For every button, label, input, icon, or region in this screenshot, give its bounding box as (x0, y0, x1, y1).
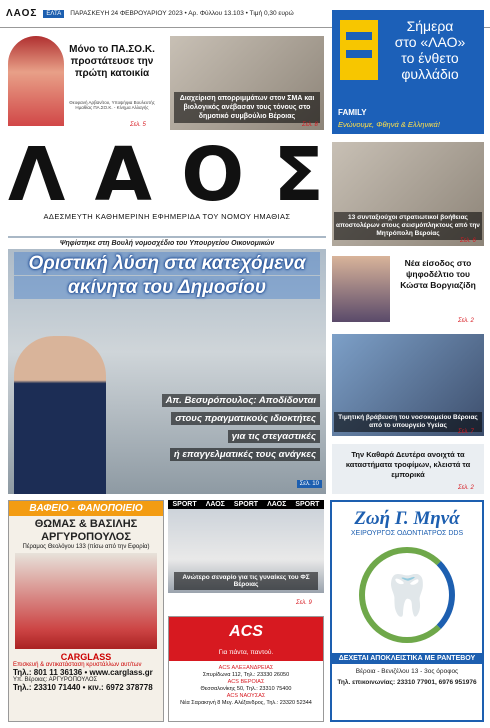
ad-phone-1: Τηλ.: 801 11 36136 • www.carglass.gr (13, 668, 153, 677)
bodyshop-ad[interactable] (8, 500, 164, 722)
main-subhead-1: Απ. Βεσυρόπουλος: Αποδίδονται (162, 394, 320, 407)
story-shops-open[interactable] (332, 444, 484, 494)
carglass-logo: CARGLASS (60, 652, 112, 662)
dentist-ad[interactable] (330, 500, 484, 722)
page-ref: Σελ. 2 (458, 485, 474, 491)
page-ref: Σελ. 2 (458, 318, 474, 324)
ad-title: ΒΑΦΕΙΟ - ΦΑΝΟΠΟΙΕΙΟ (9, 501, 163, 516)
family-slogan: Ενώνουμε, Φθηνά & Ελληνικά! (338, 120, 440, 129)
ad-phone-2: Τηλ.: 23310 71440 • κιν.: 6972 378778 (13, 683, 153, 692)
dentist-title: ΧΕΙΡΟΥΡΓΟΣ ΟΔΟΝΤΙΑΤΡΟΣ DDS (350, 530, 464, 537)
story-byline: Θεοφανή Αρβανίτου, Υποψήφια Βουλευτής Ημαθίας ΠΑ.ΣΟ.Κ. - Κίνημα Αλλαγής (69, 100, 155, 110)
story-title: Νέα είσοδος στο ψηφοδέλτιο του Κώστα Βοργιαζίδη (400, 258, 476, 290)
page-ref: Σελ. 10 (297, 480, 322, 488)
masthead-logo: Λ Α Ο Σ (8, 132, 326, 218)
family-logo-icon (340, 20, 378, 80)
story-earthquake-aid[interactable] (332, 142, 484, 246)
acs-logo: ACS (229, 623, 263, 640)
dentist-address: Βέροια - Βενιζέλου 13 - 3ος όροφος (355, 668, 459, 675)
main-subhead-2: στους πραγματικούς ιδιοκτήτες (171, 412, 320, 425)
story-pasok[interactable] (8, 36, 158, 130)
appointments-note: ΔΕΧΕΤΑΙ ΑΠΟΚΛΕΙΣΤΙΚΑ ΜΕ ΡΑΝΤΕΒΟΥ (332, 653, 482, 664)
page-ref: Σελ. 5 (130, 122, 146, 128)
acs-slogan: Για πάντα, παντού. (218, 649, 274, 656)
main-subhead-4: ή επαγγελματικές τους ανάγκες (170, 448, 320, 461)
page-ref: Σελ. 7 (458, 429, 474, 435)
story-hospital-award[interactable] (332, 334, 484, 436)
ad-rep: Υπ. Βέροιας: ΑΡΓΥΡΟΠΟΥΛΟΣ (13, 677, 98, 683)
postal-badge: ΕΛΤΑ (43, 10, 64, 18)
ad-address: Πέραμος Θεολόγου 133 (πίσω από την Εφορία) (22, 544, 150, 550)
main-subhead-3: για τις στεγαστικές (228, 430, 320, 443)
story-title: Τιμητική βράβευση του νοσοκομείου Βέροιας από το υπουργείο Υγείας (334, 412, 482, 432)
minister-photo (14, 336, 106, 494)
car-painting-photo (15, 553, 157, 649)
dentist-phones: Τηλ. επικοινωνίας: 23310 77901, 6976 951976 (337, 679, 477, 686)
ad-service: Επισκευή & αντικατάσταση κρυστάλλων αυτ/των (13, 662, 142, 668)
sport-banner: SPORT ΛΑΟΣ SPORT ΛΑΟΣ SPORT (168, 500, 324, 509)
story-title: Την Καθαρά Δευτέρα ανοιχτά τα καταστήματα τροφίμων, κλειστά τα εμπορικά (345, 450, 471, 479)
main-story[interactable] (8, 236, 326, 494)
ad-headline: Σήμερα στο «ΛΑΟ» το ένθετο φυλλάδιο (394, 18, 466, 82)
acs-courier-ad[interactable] (168, 616, 324, 722)
sport-section[interactable] (168, 500, 324, 610)
page-ref: Σελ. 9 (296, 600, 312, 606)
insert-leaflet-ad[interactable] (332, 10, 484, 134)
acs-banner (169, 617, 323, 661)
story-title: 13 συνταξιούχοι στρατιωτικοί βοήθειας αποστολέρων στους σεισμόπληκτους από την Μητρόπολη Βεροίας (334, 212, 482, 240)
story-title: Διαχείριση απορριμμάτων στον ΣΜΑ και βιολογικός ανέβασαν τους τόνους στο δημοτικό συμβούλιο Βέροιας (174, 92, 320, 123)
sport-caption: Ανώτερο σεναρίο για τις γυναίκες του ΦΣ Βέροιας (174, 572, 318, 590)
page-ref: Σελ. 8 (302, 122, 318, 128)
main-headline: Οριστική λύση στα κατεχόμενα ακίνητα του Δημοσίου (14, 252, 320, 300)
family-brand: FAMILY (338, 108, 367, 117)
candidate-photo (332, 256, 390, 322)
story-waste-management[interactable] (170, 36, 324, 130)
ad-owners: ΘΩΜΑΣ & ΒΑΣΙΛΗΣ ΑΡΓΥΡΟΠΟΥΛΟΣ (34, 518, 138, 543)
mini-logo: ΛΑΟΣ (6, 8, 38, 19)
tooth-icon: 🦷 (359, 547, 455, 643)
masthead-tagline: ΑΔΕΣΜΕΥΤΗ ΚΑΘΗΜΕΡΙΝΗ ΕΦΗΜΕΡΙΔΑ ΤΟΥ ΝΟΜΟΥ ΗΜΑΘΙΑΣ (43, 212, 291, 221)
dentist-name: Ζωή Γ. Μηνά (354, 508, 460, 529)
acs-branches: ACS ΑΛΕΞΑΝΔΡΕΙΑΣ Σπυρίδωνα 112, Τηλ.: 23330 26050 ACS ΒΕΡΟΙΑΣ Θεσσαλονίκης 50, Τηλ.: 23310 75400 ACS ΝΑΟΥΣΑΣ Νέα Σαρακηνή 8 Μεγ. Αλέξανδρος, Τηλ.: 23320 52344 (180, 665, 312, 706)
main-kicker: Ψηφίστηκε στη Βουλή νομοσχέδιο του Υπουργείου Οικονομικών (8, 238, 326, 249)
portrait-photo (8, 36, 64, 126)
dateline: ΠΑΡΑΣΚΕΥΗ 24 ΦΕΒΡΟΥΑΡΙΟΥ 2023 • Αρ. Φύλλου 13.103 • Τιμή 0,30 ευρώ (70, 10, 294, 17)
story-title: Μόνο το ΠΑ.ΣΟ.Κ. προστάτευσε την πρώτη κατοικία (69, 44, 155, 79)
story-ballot[interactable] (332, 252, 484, 328)
page-ref: Σελ. 6 (460, 238, 476, 244)
